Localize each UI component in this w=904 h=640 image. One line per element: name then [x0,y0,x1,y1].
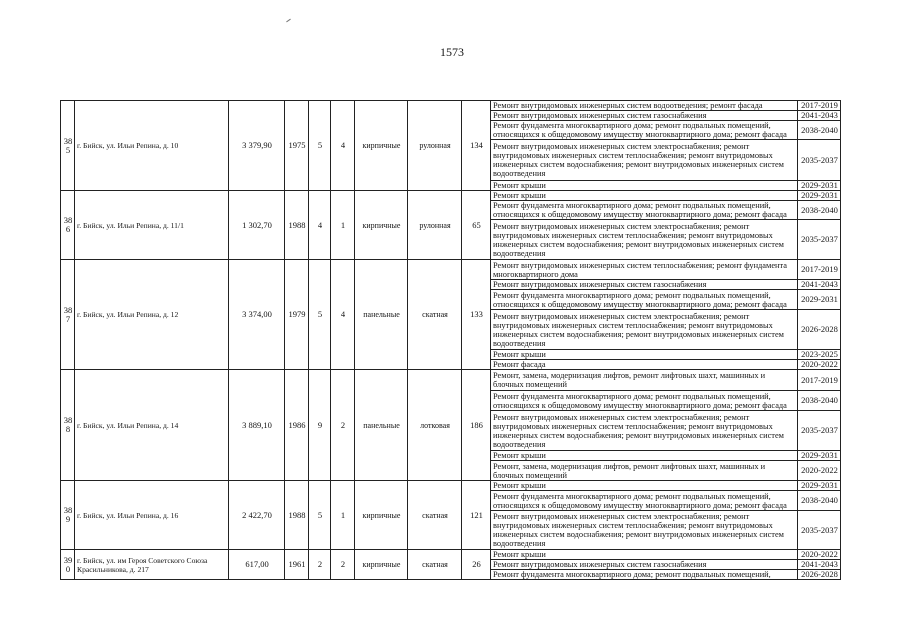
work-period-cell: 2029-2031 [798,181,841,191]
work-period-cell: 2020-2022 [798,360,841,370]
year-cell: 1988 [285,191,309,260]
work-period-cell: 2020-2022 [798,550,841,560]
residents-cell: 121 [462,481,491,550]
roof-type-cell: скатная [408,550,462,580]
building-row [61,370,841,391]
work-type-cell: Ремонт, замена, модернизация лифтов, ремонт лифтовых шахт, машинных и блочных помещений [491,461,798,481]
entrances-cell: 2 [331,550,355,580]
work-type-cell: Ремонт крыши [491,451,798,461]
address-cell: г. Бийск, ул. Ильи Репина, д. 12 [75,260,229,370]
row-number: 389 [61,481,75,550]
work-type-cell: Ремонт фундамента многоквартирного дома; ремонт подвальных помещений, относящихся к общедомовому имуществу многоквартирного дома; ремонт фасада [491,290,798,310]
work-type-cell: Ремонт фундамента многоквартирного дома; ремонт подвальных помещений, относящихся к общедомовому имуществу многоквартирного дома; ремонт фасада [491,201,798,220]
work-type-cell: Ремонт внутридомовых инженерных систем электроснабжения; ремонт внутридомовых инженерных систем теплоснабжения; ремонт внутридомовых инженерных систем водоснабжения; ремонт внутридомовых инженерных систем водоотведения [491,411,798,451]
floors-cell: 5 [309,101,331,191]
work-period-cell: 2035-2037 [798,411,841,451]
work-period-cell: 2029-2031 [798,191,841,201]
work-type-cell: Ремонт внутридомовых инженерных систем газоснабжения [491,111,798,121]
entrances-cell: 1 [331,191,355,260]
year-cell: 1988 [285,481,309,550]
residents-cell: 134 [462,101,491,191]
work-period-cell: 2041-2043 [798,111,841,121]
work-period-cell: 2020-2022 [798,461,841,481]
residents-cell: 65 [462,191,491,260]
work-type-cell: Ремонт крыши [491,181,798,191]
wall-material-cell: кирпичные [355,101,408,191]
work-type-cell: Ремонт фундамента многоквартирного дома; ремонт подвальных помещений, относящихся к общедомовому имуществу многоквартирного дома; ремонт фасада [491,491,798,511]
roof-type-cell: скатная [408,481,462,550]
building-row [61,101,841,111]
floors-cell: 9 [309,370,331,481]
table-body [61,101,841,580]
entrances-cell: 4 [331,260,355,370]
area-cell: 1 302,70 [229,191,285,260]
work-period-cell: 2026-2028 [798,310,841,350]
work-period-cell: 2017-2019 [798,101,841,111]
residents-cell: 186 [462,370,491,481]
year-cell: 1979 [285,260,309,370]
repair-schedule-table [60,100,841,580]
work-type-cell: Ремонт фундамента многоквартирного дома; ремонт подвальных помещений, относящихся к общедомовому имуществу многоквартирного дома; ремонт фасада [491,121,798,140]
work-period-cell: 2026-2028 [798,570,841,580]
area-cell: 3 379,90 [229,101,285,191]
area-cell: 617,00 [229,550,285,580]
address-cell: г. Бийск, ул. Ильи Репина, д. 11/1 [75,191,229,260]
work-period-cell: 2017-2019 [798,260,841,280]
address-cell: г. Бийск, ул. Ильи Репина, д. 16 [75,481,229,550]
entrances-cell: 4 [331,101,355,191]
row-number: 390 [61,550,75,580]
work-period-cell: 2038-2040 [798,121,841,140]
row-number: 388 [61,370,75,481]
residents-cell: 133 [462,260,491,370]
floors-cell: 2 [309,550,331,580]
address-cell: г. Бийск, ул. им Героя Советского Союза Красильникова, д. 217 [75,550,229,580]
building-row [61,550,841,560]
work-period-cell: 2035-2037 [798,140,841,181]
year-cell: 1986 [285,370,309,481]
wall-material-cell: панельные [355,260,408,370]
residents-cell: 26 [462,550,491,580]
area-cell: 3 374,00 [229,260,285,370]
address-cell: г. Бийск, ул. Ильи Репина, д. 14 [75,370,229,481]
work-period-cell: 2029-2031 [798,451,841,461]
work-period-cell: 2023-2025 [798,350,841,360]
year-cell: 1961 [285,550,309,580]
page-number: 1573 [440,45,464,59]
year-cell: 1975 [285,101,309,191]
work-type-cell: Ремонт внутридомовых инженерных систем теплоснабжения; ремонт фундамента многоквартирного дома [491,260,798,280]
scan-mark [286,19,291,23]
area-cell: 2 422,70 [229,481,285,550]
entrances-cell: 1 [331,481,355,550]
row-number: 387 [61,260,75,370]
roof-type-cell: лотковая [408,370,462,481]
work-type-cell: Ремонт фундамента многоквартирного дома; ремонт подвальных помещений, относящихся к общедомовому имуществу многоквартирного дома; ремонт фасада [491,391,798,411]
work-type-cell: Ремонт крыши [491,350,798,360]
row-number: 386 [61,191,75,260]
address-cell: г. Бийск, ул. Ильи Репина, д. 10 [75,101,229,191]
floors-cell: 5 [309,260,331,370]
work-type-cell: Ремонт фундамента многоквартирного дома; ремонт подвальных помещений, [491,570,798,580]
work-type-cell: Ремонт внутридомовых инженерных систем газоснабжения [491,560,798,570]
work-period-cell: 2038-2040 [798,391,841,411]
wall-material-cell: кирпичные [355,481,408,550]
wall-material-cell: кирпичные [355,550,408,580]
work-type-cell: Ремонт внутридомовых инженерных систем электроснабжения; ремонт внутридомовых инженерных систем теплоснабжения; ремонт внутридомовых инженерных систем водоснабжения; ремонт внутридомовых инженерных систем водоотведения [491,310,798,350]
roof-type-cell: скатная [408,260,462,370]
wall-material-cell: кирпичные [355,191,408,260]
wall-material-cell: панельные [355,370,408,481]
work-type-cell: Ремонт крыши [491,550,798,560]
work-period-cell: 2038-2040 [798,201,841,220]
work-type-cell: Ремонт внутридомовых инженерных систем электроснабжения; ремонт внутридомовых инженерных систем теплоснабжения; ремонт внутридомовых инженерных систем водоснабжения; ремонт внутридомовых инженерных систем водоотведения [491,220,798,260]
building-row [61,260,841,280]
work-period-cell: 2035-2037 [798,511,841,550]
work-period-cell: 2041-2043 [798,560,841,570]
work-type-cell: Ремонт внутридомовых инженерных систем водоотведения; ремонт фасада [491,101,798,111]
work-type-cell: Ремонт внутридомовых инженерных систем электроснабжения; ремонт внутридомовых инженерных систем теплоснабжения; ремонт внутридомовых инженерных систем водоснабжения; ремонт внутридомовых инженерных систем водоотведения [491,511,798,550]
work-type-cell: Ремонт крыши [491,191,798,201]
work-period-cell: 2017-2019 [798,370,841,391]
floors-cell: 5 [309,481,331,550]
work-type-cell: Ремонт, замена, модернизация лифтов, ремонт лифтовых шахт, машинных и блочных помещений [491,370,798,391]
work-period-cell: 2035-2037 [798,220,841,260]
work-period-cell: 2029-2031 [798,290,841,310]
row-number: 385 [61,101,75,191]
work-type-cell: Ремонт внутридомовых инженерных систем газоснабжения [491,280,798,290]
floors-cell: 4 [309,191,331,260]
entrances-cell: 2 [331,370,355,481]
work-type-cell: Ремонт внутридомовых инженерных систем электроснабжения; ремонт внутридомовых инженерных систем теплоснабжения; ремонт внутридомовых инженерных систем водоснабжения; ремонт внутридомовых инженерных систем водоотведения [491,140,798,181]
work-period-cell: 2041-2043 [798,280,841,290]
roof-type-cell: рулонная [408,101,462,191]
work-type-cell: Ремонт фасада [491,360,798,370]
work-period-cell: 2029-2031 [798,481,841,491]
area-cell: 3 889,10 [229,370,285,481]
building-row [61,191,841,201]
roof-type-cell: рулонная [408,191,462,260]
building-row [61,481,841,491]
work-type-cell: Ремонт крыши [491,481,798,491]
work-period-cell: 2038-2040 [798,491,841,511]
